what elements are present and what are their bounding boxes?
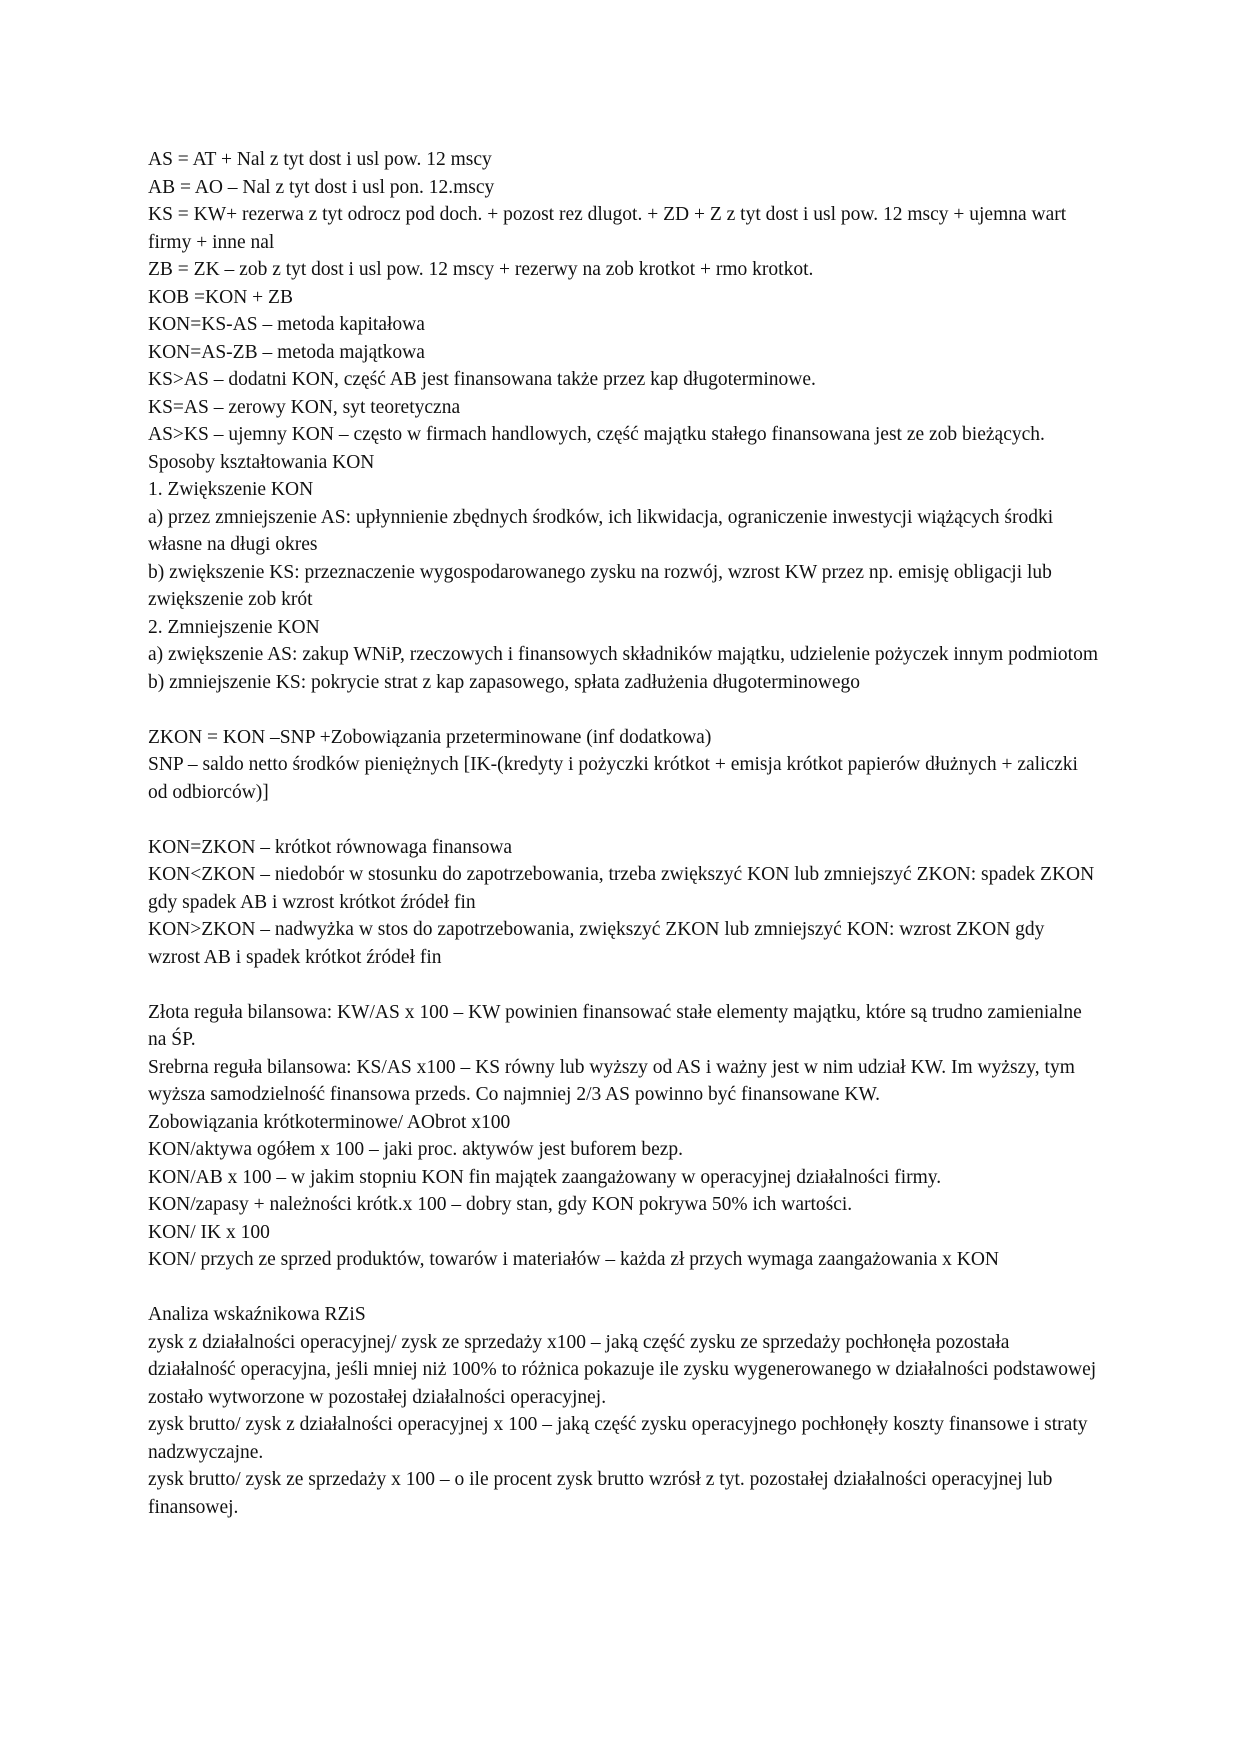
text-paragraph: KON<ZKON – niedobór w stosunku do zapotrzebowania, trzeba zwiększyć KON lub zmniejszyć ZKON: spadek ZKON gdy spadek AB i wzrost krótkot źródeł fin: [148, 864, 1095, 913]
text-paragraph: Zobowiązania krótkoterminowe/ AObrot x100: [148, 1111, 511, 1133]
blank-line: [148, 1274, 1098, 1302]
text-paragraph: KOB =KON + ZB: [148, 286, 293, 308]
text-paragraph: zysk brutto/ zysk ze sprzedaży x 100 – o ile procent zysk brutto wzrósł z tyt. pozostałej działalności operacyjnej lub finansowej.: [148, 1469, 1053, 1518]
text-paragraph: AB = AO – Nal z tyt dost i usl pon. 12.mscy: [148, 176, 495, 198]
text-paragraph: zysk z działalności operacyjnej/ zysk ze sprzedaży x100 – jaką część zysku ze sprzedaży pochłonęła pozostała działalność operacyjna, jeśli mniej niż 100% to różnica pokazuje ile zysku wygenerowanego w działalności podstawowej zostało wytworzone w pozostałej działalności operacyjnej.: [148, 1331, 1097, 1408]
text-paragraph: KON/AB x 100 – w jakim stopniu KON fin majątek zaangażowany w operacyjnej działalności firmy.: [148, 1166, 942, 1188]
text-paragraph: KS=AS – zerowy KON, syt teoretyczna: [148, 396, 461, 418]
text-paragraph: KON/ IK x 100: [148, 1221, 270, 1243]
text-paragraph: 2. Zmniejszenie KON: [148, 616, 320, 638]
blank-line: [148, 971, 1098, 999]
text-paragraph: KON/zapasy + należności krótk.x 100 – dobry stan, gdy KON pokrywa 50% ich wartości.: [148, 1194, 853, 1215]
text-paragraph: KON>ZKON – nadwyżka w stos do zapotrzebowania, zwiększyć ZKON lub zmniejszyć KON: wzrost ZKON gdy wzrost AB i spadek krótkot źródeł fin: [148, 919, 1045, 968]
text-paragraph: ZKON = KON –SNP +Zobowiązania przeterminowane (inf dodatkowa): [148, 726, 712, 748]
text-paragraph: b) zwiększenie KS: przeznaczenie wygospodarowanego zysku na rozwój, wzrost KW przez np. emisję obligacji lub zwiększenie zob krót: [148, 561, 1052, 610]
text-paragraph: KS>AS – dodatni KON, część AB jest finansowana także przez kap długoterminowe.: [148, 369, 816, 390]
blank-line: [148, 806, 1098, 834]
text-paragraph: KON=AS-ZB – metoda majątkowa: [148, 341, 425, 363]
text-paragraph: zysk brutto/ zysk z działalności operacyjnej x 100 – jaką część zysku operacyjnego pochłonęły koszty finansowe i straty nadzwyczajne.: [148, 1414, 1088, 1463]
text-paragraph: Analiza wskaźnikowa RZiS: [148, 1304, 366, 1325]
text-paragraph: ZB = ZK – zob z tyt dost i usl pow. 12 mscy + rezerwy na zob krotkot + rmo krotkot.: [148, 259, 814, 280]
document-body: [148, 146, 1098, 1521]
text-paragraph: SNP – saldo netto środków pieniężnych [IK-(kredyty i pożyczki krótkot + emisja krótkot papierów dłużnych + zaliczki od odbiorców)]: [148, 754, 1078, 803]
text-paragraph: b) zmniejszenie KS: pokrycie strat z kap zapasowego, spłata zadłużenia długoterminowego: [148, 671, 861, 693]
text-paragraph: KON=ZKON – krótkot równowaga finansowa: [148, 836, 513, 858]
text-paragraph: KON/ przych ze sprzed produktów, towarów i materiałów – każda zł przych wymaga zaangażowania x KON: [148, 1249, 999, 1270]
text-paragraph: AS = AT + Nal z tyt dost i usl pow. 12 mscy: [148, 149, 492, 170]
text-paragraph: KON=KS-AS – metoda kapitałowa: [148, 314, 425, 335]
text-paragraph: Złota reguła bilansowa: KW/AS x 100 – KW powinien finansować stałe elementy majątku, które są trudno zamienialne na ŚP.: [148, 1001, 1082, 1050]
text-paragraph: 1. Zwiększenie KON: [148, 479, 314, 500]
text-paragraph: a) przez zmniejszenie AS: upłynnienie zbędnych środków, ich likwidacja, ograniczenie inwestycji wiążących środki własne na długi okres: [148, 506, 1054, 555]
text-paragraph: a) zwiększenie AS: zakup WNiP, rzeczowych i finansowych składników majątku, udzielenie pożyczek innym podmiotom: [148, 644, 1099, 665]
text-paragraph: KS = KW+ rezerwa z tyt odrocz pod doch. + pozost rez dlugot. + ZD + Z z tyt dost i usl pow. 12 mscy + ujemna wart firmy + inne nal: [148, 204, 1067, 253]
text-paragraph: Srebrna reguła bilansowa: KS/AS x100 – KS równy lub wyższy od AS i ważny jest w nim udział KW. Im wyższy, tym wyższa samodzielność finansowa przeds. Co najmniej 2/3 AS powinno być finansowane KW.: [148, 1056, 1075, 1105]
text-paragraph: KON/aktywa ogółem x 100 – jaki proc. aktywów jest buforem bezp.: [148, 1139, 684, 1160]
text-paragraph: Sposoby kształtowania KON: [148, 451, 375, 473]
blank-line: [148, 696, 1098, 724]
text-paragraph: AS>KS – ujemny KON – często w firmach handlowych, część majątku stałego finansowana jest ze zob bieżących.: [148, 424, 1045, 445]
